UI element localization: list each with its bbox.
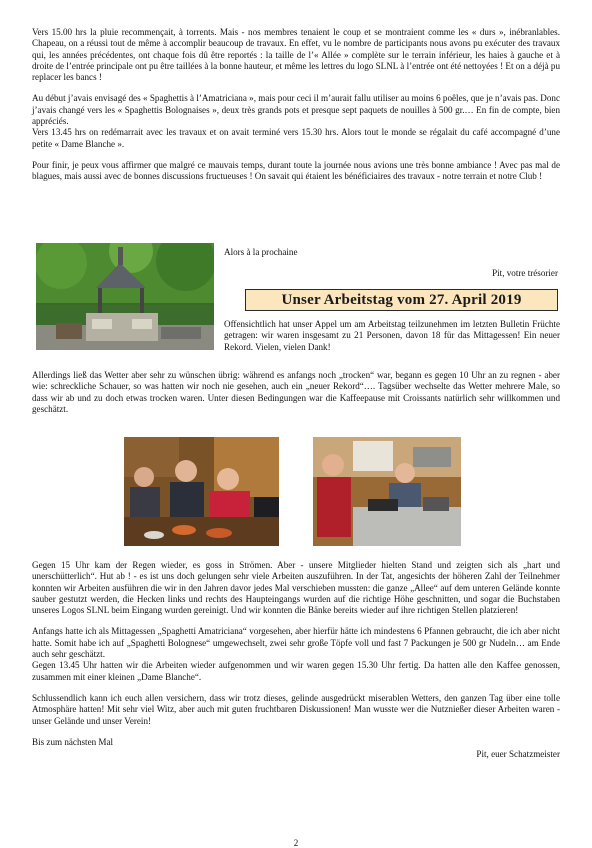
de-paragraph-1-block [32, 370, 560, 415]
fr-paragraph-2b: Vers 13.45 hrs on redémarrait avec les travaux et on avait terminé vers 15.30 hrs. Alors tout le monde se régalait du café accompagné d’une petite « Dame Blanche ». [32, 127, 560, 149]
de-paragraph-3b: Gegen 13.45 Uhr hatten wir die Arbeiten wieder aufgenommen und wir waren gegen 15.30 Uhr fertig. Da hatten alle den Kaffee genossen, zusammen mit einer kleinen „Dame Blanche“. [32, 660, 560, 682]
de-intro-text: Offensichtlich hat unser Appel um am Arbeitstag teilzunehmen im letzten Bulletin Früchte getragen: wir waren insgesamt zu 21 Personen, davon 18 für das Mittagessen! Ein neuer Rekord. Vielen, vielen Dank! [224, 319, 560, 352]
fr-paragraph-3: Pour finir, je peux vous affirmer que malgré ce mauvais temps, durant toute la journée nous avions une très bonne ambiance ! Avec pas mal de blagues, mais aussi avec de bonnes discussions fructueuses ! On savait qui étaient les bénéficiaires des travaux - notre terrain et notre Club ! [32, 159, 560, 182]
de-paragraph-2: Gegen 15 Uhr kam der Regen wieder, es goss in Strömen. Aber - unsere Mitglieder hielten Stand und zeigten sich als „hart und unerschütterlich“. Hut ab ! - es ist uns doch gelungen sehr viele Arbeiten auszuführen. In der Tat, angesichts der höheren Zahl der Teilnehmer konnten wir Arbeiten ausführen die wir in den Jahren davor jedes Mal verschieben mussten: die ganze „Allee“ auf dem unteren Gelände konnte sauber gestutzt werden, die Hecken links und rechts des Haupteingangs wurden auf die richtige Höhe geschnitten, und sogar die Buchstaben unseres Logos SLNL beim Eingang wurden gereinigt. Und wir konnten die Bänke bereits wieder auf ihre richtigen Stellen platzieren! [32, 560, 560, 616]
de-paragraph-4: Schlussendlich kann ich euch allen versichern, dass wir trotz dieses, gelinde ausgedrückt miserablen Wetters, den ganzen Tag über eine tolle Atmosphäre hatten! Mit sehr viel Witz, aber auch mit guten fruchtbaren Diskussionen! Man wusste wer die Nutznießer dieser Arbeiten waren - unser Gelände und unser Verein! [32, 692, 560, 726]
de-title: Unser Arbeitstag vom 27. April 2019 [281, 291, 522, 308]
de-closing: Bis zum nächsten Mal [32, 736, 114, 747]
fr-paragraph-1: Vers 15.00 hrs la pluie recommençait, à torrents. Mais - nos membres tenaient le coup et se montraient comme les « durs », inébranlables. Chapeau, on a réussi tout de même à accomplir beaucoup de travaux. En effet, vu le nombre de participants nous avons pu exécuter des travaux qui, les années précédentes, ont chaque fois dû être reportés : la taille de l’« Allée » complète sur le terrain inférieur, les haies à gauche et à droite de l’entrée principale ont pu être taillées à la bonne hauteur, et même les lettres du logo SLNL à l’entrée ont été nettoyées ! Et on a déjà pu replacer les bancs ! [32, 27, 560, 83]
photo-kitchen-cooking [313, 437, 461, 546]
fr-section [32, 27, 560, 183]
de-intro [224, 319, 560, 353]
de-section-2 [32, 560, 560, 760]
de-paragraph-3: Anfangs hatte ich als Mittagessen „Spaghetti Amatriciana“ vorgesehen, aber hierfür hätte ich mindestens 6 Pfannen gebraucht, die ich aber nicht hatte. Somit habe ich auf „Spaghetti Bolognese“ umgewechselt, zwei sehr große Töpfe voll und fast 7 Packungen je 500 gr Nudeln… am Ende auch sehr geschätzt. [32, 626, 560, 660]
de-paragraph-1: Allerdings ließ das Wetter aber sehr zu wünschen übrig: während es anfangs noch „trocken“ war, begann es gegen 10 Uhr an zu regnen - aber wie: schreckliche Schauer, so was hatten wir noch nie gesehen, auch ein „neuer Rekord“…. Tagsüber wechselte das Wetter mehrere Male, so dass wir ab und zu doch etwas trocken waren. Unter diesen Bedingungen war die Kaffeepause mit Croissants natürlich sehr willkommen und geschätzt. [32, 370, 560, 414]
fr-closing [224, 247, 297, 258]
document-page [32, 0, 560, 848]
de-title-box [245, 289, 558, 311]
page-number: 2 [293, 838, 299, 848]
de-signature: Pit, euer Schatzmeister [476, 749, 560, 760]
fr-paragraph-2: Au début j’avais envisagé des « Spaghettis à l’Amatriciana », mais pour ceci il m’aurait fallu utiliser au moins 6 poêles, que je n’avais pas. Donc j’avais changé vers les « Spaghettis Bolognaises », deux très grands pots et presque sept paquets de nouilles à 500 gr.… En fin de compte, bien appréciés. [32, 93, 560, 127]
fr-signature-text: Pit, votre trésorier [492, 268, 558, 278]
photo-lunch-table [124, 437, 279, 546]
fr-signature [492, 268, 558, 279]
photo-barbecue-shelter [36, 243, 214, 350]
fr-closing-text: Alors à la prochaine [224, 247, 298, 257]
